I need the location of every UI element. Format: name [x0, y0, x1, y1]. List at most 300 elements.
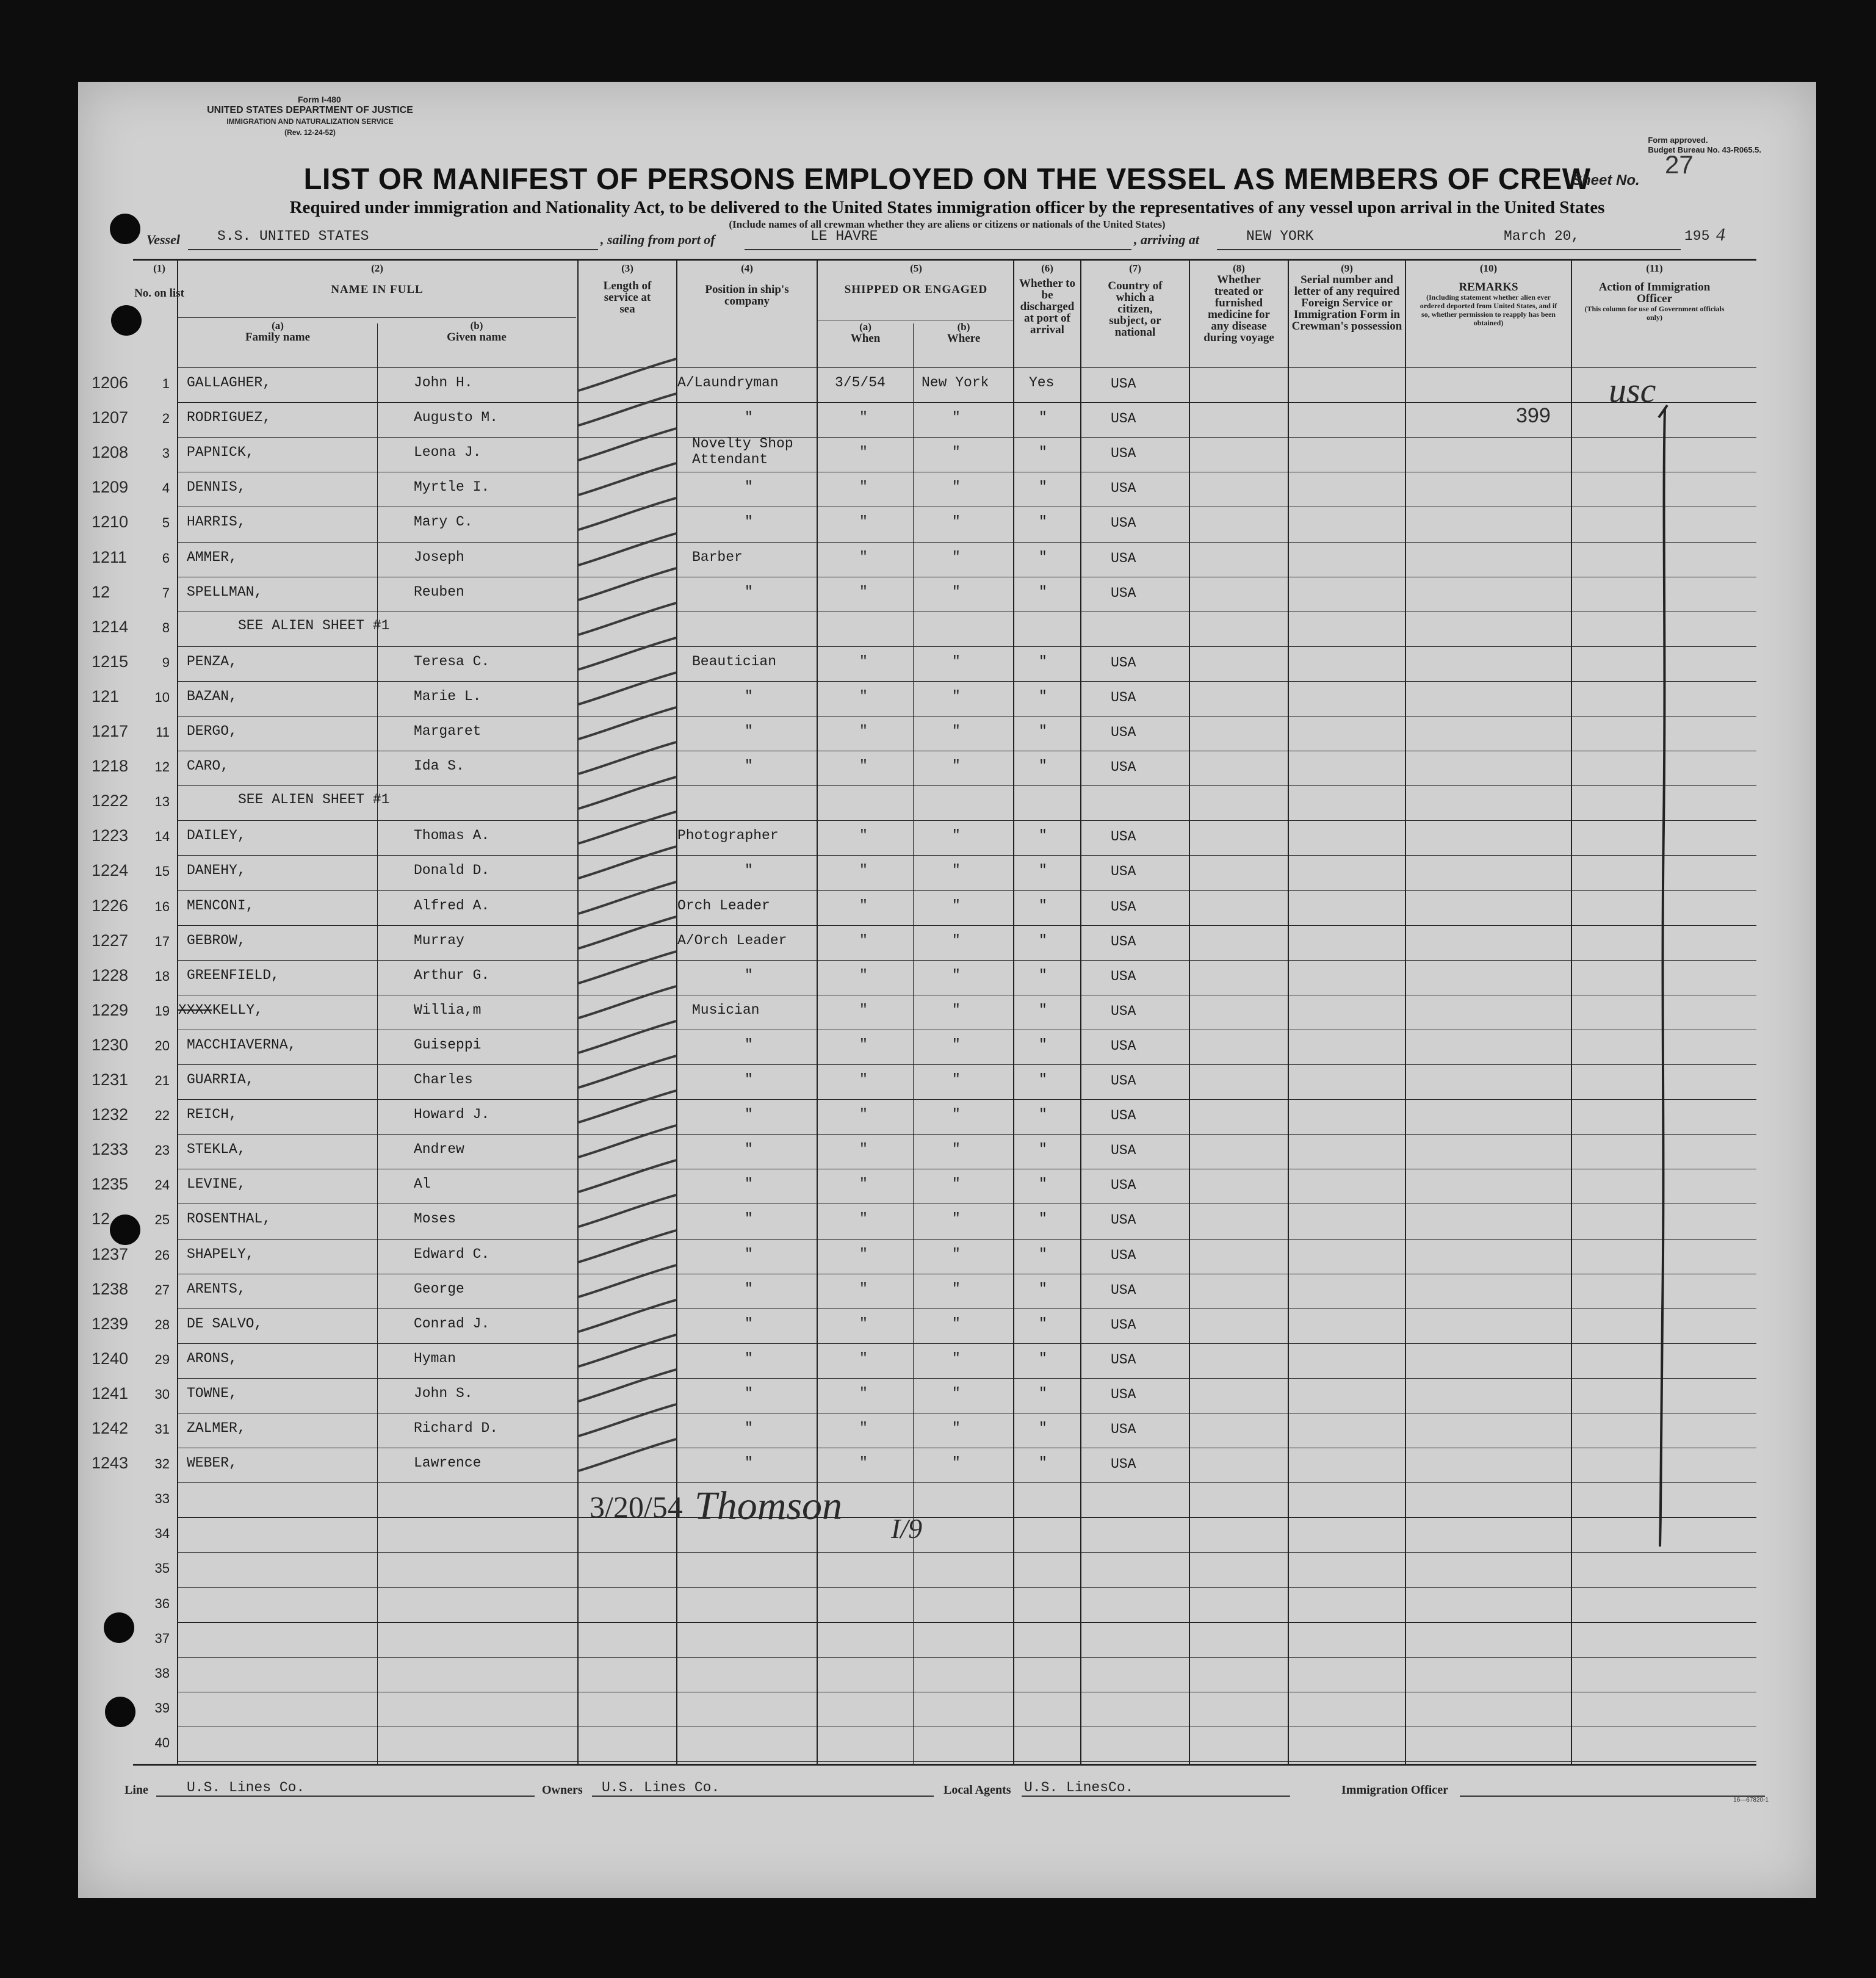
officer-signature: Thomson [694, 1484, 843, 1528]
family-name: ARENTS, [187, 1281, 246, 1297]
family-name: DE SALVO, [187, 1316, 263, 1332]
list-reference-number: 1222 [92, 792, 129, 810]
position: Beautician [692, 654, 777, 670]
discharge-at-arrival: Yes [1029, 375, 1055, 391]
form-issuer-block [139, 94, 481, 138]
position: " [745, 1281, 753, 1297]
family-name: DERGO, [187, 723, 237, 739]
family-name: DANEHY, [187, 862, 246, 878]
shipped-where: " [952, 758, 961, 774]
position: " [745, 479, 753, 495]
shipped-where: " [952, 1420, 961, 1436]
given-name: Charles [414, 1072, 473, 1088]
row-number: 34 [154, 1526, 170, 1541]
discharge-at-arrival: " [1039, 1420, 1047, 1436]
shipped-when: " [859, 898, 868, 914]
position: " [745, 1455, 753, 1471]
citizenship-country: USA [1111, 899, 1136, 915]
col8-title: Whether treated or furnished medicine for any disease during voyage [1203, 273, 1274, 344]
col5a-number: (a) [859, 321, 871, 333]
service-checkmark [572, 1434, 682, 1477]
shipped-when: " [859, 549, 868, 565]
col5a-title: When [850, 332, 881, 345]
discharge-at-arrival: " [1039, 444, 1047, 460]
sailing-label: , sailing from port of [601, 232, 715, 247]
col11-number: (11) [1646, 262, 1663, 274]
citizenship-country: USA [1111, 585, 1136, 601]
discharge-at-arrival: " [1039, 1037, 1047, 1053]
given-name: John S. [414, 1385, 473, 1401]
col6-number: (6) [1041, 262, 1053, 274]
position: " [745, 1141, 753, 1157]
col2-number: (2) [371, 262, 383, 274]
shipped-when: " [859, 967, 868, 983]
row-number: 27 [154, 1282, 170, 1298]
list-reference-number: 1238 [92, 1280, 129, 1298]
list-reference-number: 1215 [92, 652, 129, 671]
given-name: John H. [414, 375, 473, 391]
citizenship-country: USA [1111, 550, 1136, 566]
row-number: 38 [154, 1666, 170, 1681]
shipped-when: " [859, 1281, 868, 1297]
position: Orch Leader [677, 898, 770, 914]
position: Barber [692, 549, 743, 565]
col11-title: Action of Immigration Officer [1598, 281, 1711, 305]
row-number: 11 [156, 724, 170, 740]
list-reference-number: 1241 [92, 1384, 129, 1402]
col4-title: Position in ship's company [705, 283, 789, 308]
list-reference-number: 1217 [92, 722, 129, 740]
citizenship-country: USA [1111, 864, 1136, 879]
col5-title: SHIPPED OR ENGAGED [844, 283, 988, 296]
row-number: 31 [154, 1421, 170, 1437]
col5-header [818, 262, 1014, 295]
shipped-when: " [859, 410, 868, 425]
list-reference-number: 1224 [92, 861, 129, 879]
column-rule [1571, 259, 1572, 1764]
citizenship-country: USA [1111, 1003, 1136, 1019]
given-name: Leona J. [414, 444, 482, 460]
position: Novelty Shop [692, 436, 793, 452]
list-reference-number: 1232 [92, 1105, 129, 1124]
grid-bottom-rule [133, 1764, 1756, 1766]
list-reference-number: 1214 [92, 618, 129, 636]
col6-header [1014, 262, 1080, 336]
row-rule [177, 890, 1756, 891]
row-number: 16 [154, 899, 170, 914]
given-name: Thomas A. [414, 828, 490, 843]
list-reference-number: 12 [92, 1210, 110, 1228]
row-number: 23 [154, 1142, 170, 1158]
departure-port: LE HAVRE [810, 228, 878, 244]
discharge-at-arrival: " [1039, 1351, 1047, 1366]
row-number: 3 [162, 446, 170, 461]
discharge-at-arrival: " [1039, 1072, 1047, 1088]
col4-header [677, 262, 817, 307]
col6-title: Whether to be discharged at port of arrival [1019, 277, 1075, 336]
discharge-at-arrival: " [1039, 898, 1047, 914]
shipped-when: " [859, 862, 868, 878]
revision-date: (Rev. 12-24-52) [284, 128, 336, 137]
family-name: BAZAN, [187, 688, 237, 704]
col1-title: No. on list [134, 287, 184, 300]
family-name: GREENFIELD, [187, 967, 280, 983]
col3-header [579, 262, 676, 315]
family-name: AMMER, [187, 549, 237, 565]
shipped-where: " [952, 1281, 961, 1297]
row-number: 12 [154, 759, 170, 774]
shipped-where: " [952, 1385, 961, 1401]
family-name: PENZA, [187, 654, 237, 670]
form-number: Form I-480 [298, 95, 341, 104]
officer-approval-line [1647, 399, 1683, 1559]
row-rule [177, 960, 1756, 961]
form-approved: Form approved. [1648, 135, 1708, 145]
citizenship-country: USA [1111, 411, 1136, 427]
shipped-where: " [952, 1037, 961, 1053]
shipped-where: " [952, 1351, 961, 1366]
col3-title: Length of service at sea [603, 280, 652, 316]
local-agents-value: U.S. LinesCo. [1024, 1780, 1134, 1796]
list-reference-number: 1235 [92, 1175, 129, 1193]
grid-top-rule [133, 259, 1756, 261]
discharge-at-arrival: " [1039, 584, 1047, 600]
discharge-at-arrival: " [1039, 862, 1047, 878]
given-name: Al [414, 1176, 431, 1192]
col4-number: (4) [741, 262, 753, 274]
shipped-where: " [952, 828, 961, 843]
position: " [745, 1106, 753, 1122]
citizenship-country: USA [1111, 829, 1136, 845]
row-number: 15 [154, 864, 170, 879]
position: " [745, 584, 753, 600]
list-reference-number: 1211 [92, 548, 128, 566]
position: " [745, 1211, 753, 1227]
col10-note: (Including statement whether alien ever ordered deported from United States, and if so, whether permission to reapply has been obtained) [1420, 293, 1557, 327]
citizenship-country: USA [1111, 1421, 1136, 1437]
row-rule [177, 1239, 1756, 1240]
row-number: 37 [154, 1631, 170, 1646]
shipped-when: " [859, 758, 868, 774]
shipped-where: " [952, 1211, 961, 1227]
row-number: 4 [162, 480, 170, 496]
col1-number: (1) [153, 262, 165, 274]
row-rule [177, 1099, 1756, 1100]
col8-header [1190, 262, 1288, 344]
discharge-at-arrival: " [1039, 1176, 1047, 1192]
list-reference-number: 1230 [92, 1036, 129, 1054]
list-reference-number: 1240 [92, 1349, 129, 1368]
col7-number: (7) [1129, 262, 1141, 274]
owners-label: Owners [542, 1783, 583, 1797]
citizenship-country: USA [1111, 1038, 1136, 1054]
row-rule [177, 1378, 1756, 1379]
shipped-when: " [859, 479, 868, 495]
shipped-when: 3/5/54 [835, 375, 886, 391]
given-name: Lawrence [414, 1455, 482, 1471]
family-name: STEKLA, [187, 1141, 246, 1157]
shipped-when: " [859, 1455, 868, 1471]
position: A/Laundryman [677, 375, 779, 391]
shipped-when: " [859, 654, 868, 670]
given-name: Moses [414, 1211, 456, 1227]
shipped-when: " [859, 1176, 868, 1192]
given-name: Hyman [414, 1351, 456, 1366]
row-number: 28 [154, 1317, 170, 1332]
shipped-where: " [952, 549, 961, 565]
discharge-at-arrival: " [1039, 1455, 1047, 1471]
vessel-label: Vessel [146, 232, 180, 247]
shipped-when: " [859, 933, 868, 948]
family-name: PAPNICK, [187, 444, 254, 460]
discharge-at-arrival: " [1039, 514, 1047, 530]
discharge-at-arrival: " [1039, 1281, 1047, 1297]
shipped-where: " [952, 444, 961, 460]
given-name: Richard D. [414, 1420, 499, 1436]
citizenship-country: USA [1111, 515, 1136, 531]
citizenship-country: USA [1111, 446, 1136, 461]
row-number: 13 [154, 794, 170, 809]
given-name: Andrew [414, 1141, 464, 1157]
column-subheader-rule [178, 317, 576, 318]
legal-requirement: Required under immigration and Nationality Act, to be delivered to the United States immigration officer by the representatives of any vessel upon arrival in the United States [289, 198, 1605, 217]
family-name: GALLAGHER, [187, 375, 272, 391]
row-number: 9 [162, 655, 170, 670]
list-reference-number: 1242 [92, 1419, 129, 1437]
shipped-where: " [952, 1002, 961, 1018]
col7-title: Country of which a citizen, subject, or national [1108, 280, 1163, 339]
row-number: 35 [154, 1561, 170, 1576]
discharge-at-arrival: " [1039, 723, 1047, 739]
row-rule [177, 1622, 1756, 1623]
line-label: Line [124, 1783, 148, 1797]
col7-header [1081, 262, 1189, 338]
list-reference-number: 1239 [92, 1315, 129, 1333]
family-name: GEBROW, [187, 933, 246, 948]
shipped-where: " [952, 933, 961, 948]
family-name: KELLY, [212, 1002, 263, 1018]
position: " [745, 1420, 753, 1436]
citizenship-country: USA [1111, 969, 1136, 984]
position: " [745, 758, 753, 774]
row-number: 39 [154, 1700, 170, 1716]
family-name: REICH, [187, 1106, 237, 1122]
shipped-where: " [952, 1246, 961, 1262]
row-number: 26 [154, 1247, 170, 1263]
discharge-at-arrival: " [1039, 1002, 1047, 1018]
shipped-where: " [952, 1072, 961, 1088]
given-name: Augusto M. [414, 410, 499, 425]
arrival-year: 195 [1684, 228, 1710, 244]
row-number: 33 [154, 1491, 170, 1506]
col2a-number: (a) [272, 320, 284, 331]
discharge-at-arrival: " [1039, 1385, 1047, 1401]
position: A/Orch Leader [677, 933, 787, 948]
row-rule [177, 681, 1756, 682]
shipped-when: " [859, 1316, 868, 1332]
arrival-port: NEW YORK [1246, 228, 1314, 244]
department-name: UNITED STATES DEPARTMENT OF JUSTICE [207, 105, 413, 115]
position: " [745, 410, 753, 425]
discharge-at-arrival: " [1039, 549, 1047, 565]
list-reference-number: 1210 [92, 513, 129, 531]
citizenship-country: USA [1111, 1177, 1136, 1193]
discharge-at-arrival: " [1039, 828, 1047, 843]
list-reference-number: 1229 [92, 1001, 129, 1019]
row-number: 18 [154, 969, 170, 984]
citizenship-country: USA [1111, 724, 1136, 740]
discharge-at-arrival: " [1039, 410, 1047, 425]
citizenship-country: USA [1111, 759, 1136, 775]
shipped-where: " [952, 967, 961, 983]
list-reference-number: 1226 [92, 897, 129, 915]
position: " [745, 1176, 753, 1192]
family-name: HARRIS, [187, 514, 246, 530]
family-name: RODRIGUEZ, [187, 410, 272, 425]
discharge-at-arrival: " [1039, 654, 1047, 670]
position: " [745, 688, 753, 704]
citizenship-country: USA [1111, 1387, 1136, 1402]
budget-bureau-number: Budget Bureau No. 43-R065.5. [1648, 145, 1761, 154]
family-name: CARO, [187, 758, 229, 774]
row-number: 6 [162, 550, 170, 566]
row-number: 7 [162, 585, 170, 601]
row-number: 30 [154, 1387, 170, 1402]
shipped-when: " [859, 584, 868, 600]
punch-hole [104, 1612, 134, 1643]
discharge-at-arrival: " [1039, 1211, 1047, 1227]
position: " [745, 1316, 753, 1332]
sheet-number: 27 [1665, 150, 1694, 179]
citizenship-country: USA [1111, 1108, 1136, 1124]
given-name: Reuben [414, 584, 464, 600]
given-name: Donald D. [414, 862, 490, 878]
shipped-where: " [952, 723, 961, 739]
given-name: George [414, 1281, 464, 1297]
row-number: 17 [154, 934, 170, 949]
given-name: Guiseppi [414, 1037, 482, 1053]
col9-title: Serial number and letter of any required Foreign Service or Immigration Form in Crewman's possession [1291, 273, 1402, 333]
sheet-number-label: Sheet No. [1572, 172, 1640, 189]
col11-header [1572, 262, 1737, 322]
shipped-where: " [952, 410, 961, 425]
row-rule [177, 1134, 1756, 1135]
shipped-where: " [952, 688, 961, 704]
family-name: DENNIS, [187, 479, 246, 495]
citizenship-country: USA [1111, 1282, 1136, 1298]
shipped-when: " [859, 828, 868, 843]
col9-header [1289, 262, 1405, 332]
shipped-when: " [859, 1037, 868, 1053]
discharge-at-arrival: " [1039, 1106, 1047, 1122]
family-name: WEBER, [187, 1455, 237, 1471]
vessel-name: S.S. UNITED STATES [217, 228, 369, 244]
family-name: GUARRIA, [187, 1072, 254, 1088]
local-agents-label: Local Agents [943, 1783, 1011, 1797]
family-name: LEVINE, [187, 1176, 246, 1192]
given-name: Edward C. [414, 1246, 490, 1262]
row-rule [177, 1308, 1756, 1309]
row-number: 5 [162, 515, 170, 530]
shipped-where: " [952, 1176, 961, 1192]
list-reference-number: 1208 [92, 443, 129, 461]
row-number: 36 [154, 1596, 170, 1611]
position: " [745, 1385, 753, 1401]
row-number: 1 [162, 376, 170, 391]
shipped-when: " [859, 1141, 868, 1157]
row-number: 19 [154, 1003, 170, 1019]
family-name: ZALMER, [187, 1420, 246, 1436]
column-rule [1189, 259, 1190, 1764]
row-rule [177, 1552, 1756, 1553]
list-reference-number: 1237 [92, 1245, 129, 1263]
arrival-year-handwritten: 4 [1716, 225, 1725, 245]
given-name: Myrtle I. [414, 479, 490, 495]
col11-note: (This column for use of Government officials only) [1584, 305, 1725, 322]
col5a-header [818, 321, 913, 344]
position: " [745, 862, 753, 878]
column-rule [1405, 259, 1406, 1764]
citizenship-country: USA [1111, 934, 1136, 950]
citizenship-country: USA [1111, 1073, 1136, 1089]
row-rule [177, 1517, 1756, 1518]
given-name: Alfred A. [414, 898, 490, 914]
list-reference-number: 1243 [92, 1454, 129, 1472]
arriving-label: , arriving at [1134, 232, 1199, 247]
signature-date: 3/20/54 [590, 1490, 683, 1524]
discharge-at-arrival: " [1039, 1246, 1047, 1262]
family-name: MACCHIAVERNA, [187, 1037, 297, 1053]
family-name: ROSENTHAL, [187, 1211, 272, 1227]
shipped-when: " [859, 444, 868, 460]
position: Attendant [692, 452, 768, 467]
manifest-sheet [78, 82, 1816, 1898]
discharge-at-arrival: " [1039, 1141, 1047, 1157]
discharge-at-arrival: " [1039, 688, 1047, 704]
given-name: Mary C. [414, 514, 473, 530]
col5b-title: Where [947, 332, 981, 345]
punch-hole [110, 1215, 140, 1245]
shipped-where: " [952, 654, 961, 670]
col10-title: REMARKS [1459, 281, 1518, 294]
list-reference-number: 1218 [92, 757, 129, 775]
family-name: SPELLMAN, [187, 584, 263, 600]
position: " [745, 967, 753, 983]
row-number: 20 [154, 1038, 170, 1053]
col10-number: (10) [1479, 262, 1498, 274]
family-name: ARONS, [187, 1351, 237, 1366]
list-reference-number: 1207 [92, 408, 129, 427]
print-code: 16—67820-1 [1733, 1797, 1769, 1803]
col10-header [1406, 262, 1571, 327]
alien-sheet-note: SEE ALIEN SHEET #1 [238, 792, 390, 807]
row-rule [177, 1482, 1756, 1483]
position: " [745, 1072, 753, 1088]
row-number: 14 [154, 829, 170, 844]
shipped-when: " [859, 1351, 868, 1366]
row-rule [177, 820, 1756, 821]
shipped-when: " [859, 514, 868, 530]
citizenship-country: USA [1111, 1352, 1136, 1368]
shipped-where: " [952, 1141, 961, 1157]
row-rule [177, 402, 1756, 403]
given-name: Murray [414, 933, 464, 948]
row-rule [177, 1657, 1756, 1658]
list-reference-number: 1223 [92, 826, 129, 845]
shipped-when: " [859, 1002, 868, 1018]
col2b-number: (b) [470, 320, 483, 331]
column-subrule [377, 323, 378, 1764]
